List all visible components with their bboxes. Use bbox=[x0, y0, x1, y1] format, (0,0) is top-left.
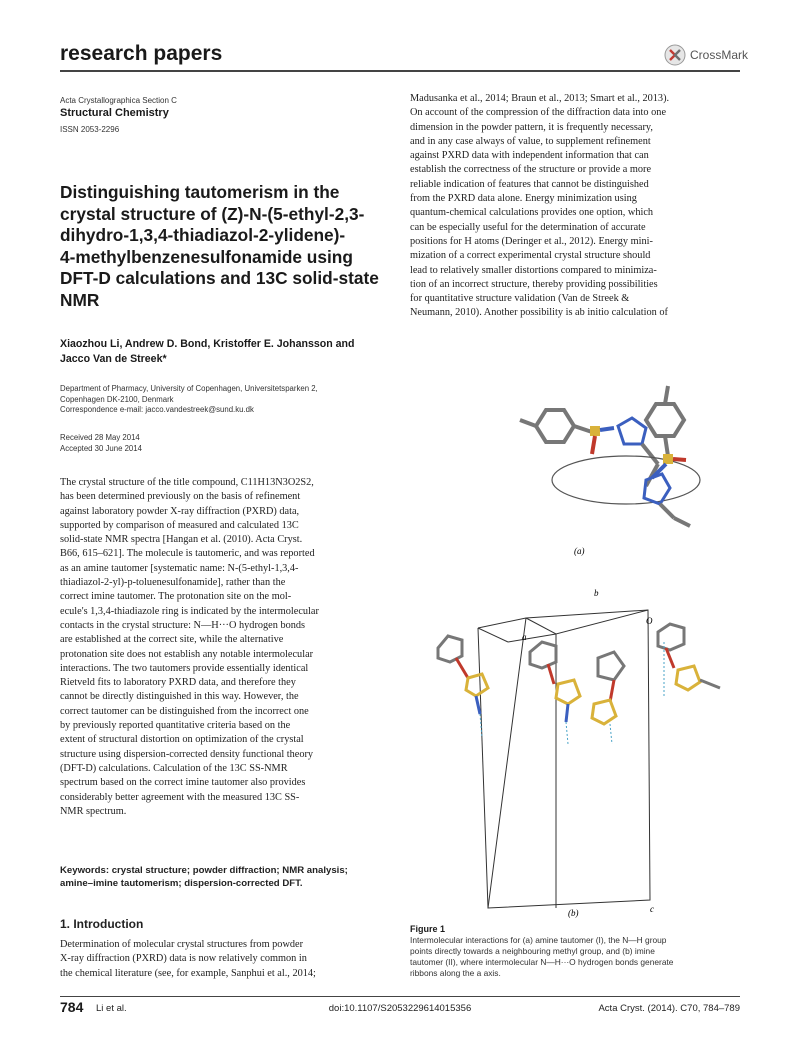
title-line: Distinguishing tautomerism in the bbox=[60, 182, 340, 202]
abstract-line: NMR spectrum. bbox=[60, 805, 127, 817]
body-line: tion of an incorrect structure, thereby providing possibilities bbox=[410, 278, 658, 290]
abstract-line: considerably better agreement with the measured 13C SS- bbox=[60, 791, 300, 803]
molecule-amine-left bbox=[520, 410, 658, 486]
author-list bbox=[60, 337, 390, 367]
affiliation-line: Copenhagen DK-2100, Denmark bbox=[60, 394, 174, 404]
body-line: On account of the compression of the diffraction data into one bbox=[410, 107, 667, 119]
body-line: dimension in the powder pattern, it is frequently necessary, bbox=[410, 121, 653, 133]
body-line: lead to relatively smaller distortions compared to minimiza- bbox=[410, 264, 657, 276]
journal-issn: ISSN 2053-2296 bbox=[60, 125, 120, 134]
accepted-date: Accepted 30 June 2014 bbox=[60, 443, 142, 453]
footer-citation: Acta Cryst. (2014). C70, 784–789 bbox=[598, 1003, 740, 1014]
figure-1a bbox=[518, 368, 708, 556]
abstract-line: against laboratory powder X-ray diffraction (PXRD) data, bbox=[60, 505, 300, 517]
body-line: positions for H atoms (Deringer et al., 2012). Energy mini- bbox=[410, 235, 653, 247]
figure-caption-title: Figure 1 bbox=[410, 924, 446, 934]
unit-cell-box bbox=[478, 610, 650, 908]
abstract-line: correct tautomer can be distinguished from the incorrect one bbox=[60, 705, 309, 717]
journal-section: Structural Chemistry bbox=[60, 107, 169, 119]
correspondence-email[interactable]: Correspondence e-mail: jacco.vandestreek@sund.ku.dk bbox=[60, 405, 254, 414]
title-line: 4-methylbenzenesulfonamide using bbox=[60, 246, 353, 267]
body-text-right bbox=[410, 92, 741, 321]
body-line: quantum-chemical calculations provides one option, which bbox=[410, 207, 654, 219]
interaction-ellipse bbox=[552, 456, 700, 504]
body-line: can be especially useful for the determination of accurate bbox=[410, 221, 646, 233]
axis-label-b: b bbox=[594, 588, 599, 598]
abstract-line: interactions. The two tautomers provide essentially identical bbox=[60, 662, 309, 674]
hydrogen-bond-lines bbox=[480, 642, 664, 744]
abstract-line: by previously reported quantitative criteria based on the bbox=[60, 720, 291, 732]
body-line: for quantitative structure validation (Van de Streek & bbox=[410, 293, 630, 305]
figure-caption bbox=[410, 924, 741, 979]
section-heading-introduction: 1. Introduction bbox=[60, 917, 144, 931]
title-line: DFT-D calculations and 13C solid-state bbox=[60, 268, 379, 288]
abstract-line: spectrum based on the correct imine tautomer also provides bbox=[60, 777, 306, 789]
intro-line: the chemical literature (see, for example, Sanphui et al., 2014; bbox=[60, 967, 316, 979]
abstract-line: Rietveld fits to laboratory PXRD data, and therefore they bbox=[60, 677, 296, 689]
caption-line: Intermolecular interactions for (a) amine tautomer (I), the N—H group bbox=[410, 935, 667, 945]
author-line: Xiaozhou Li, Andrew D. Bond, Kristoffer E. Johansson and bbox=[60, 338, 355, 350]
abstract-line: extent of structural distortion on optimization of the crystal bbox=[60, 734, 304, 746]
author-line: Jacco Van de Streek* bbox=[60, 353, 167, 365]
abstract-line: ecule's 1,3,4-thiadiazole ring is indicated by the intermolecular bbox=[60, 605, 319, 617]
figure-label-a: (a) bbox=[574, 546, 585, 556]
header-rule bbox=[60, 70, 740, 72]
footer-authors: Li et al. bbox=[96, 1003, 127, 1014]
body-line: from the PXRD data alone. Energy minimization using bbox=[410, 193, 637, 205]
figure-label-b: (b) bbox=[568, 908, 579, 918]
figure-1b bbox=[418, 588, 738, 918]
body-line: Neumann, 2010). Another possibility is ab initio calculation of bbox=[410, 307, 668, 319]
caption-line: ribbons along the a axis. bbox=[410, 968, 501, 978]
intro-line: Determination of molecular crystal structures from powder bbox=[60, 939, 304, 950]
body-line: reliable indication of features that cannot be distinguished bbox=[410, 178, 649, 190]
intro-line: X-ray diffraction (PXRD) data is now relatively common in bbox=[60, 953, 307, 965]
received-date: Received 28 May 2014 bbox=[60, 433, 140, 442]
journal-name: Acta Crystallographica Section C bbox=[60, 96, 177, 105]
abstract-line: supported by comparison of measured and calculated 13C bbox=[60, 519, 299, 531]
crossmark-badge[interactable] bbox=[664, 44, 748, 66]
abstract-line: has been determined previously on the basis of refinement bbox=[60, 491, 301, 503]
abstract-line: protonation site does not establish any notable intermolecular bbox=[60, 648, 314, 660]
keywords-line: Keywords: crystal structure; powder diffraction; NMR analysis; bbox=[60, 865, 348, 876]
abstract-line: The crystal structure of the title compound, C11H13N3O2S2, bbox=[60, 477, 314, 488]
affiliation bbox=[60, 384, 390, 416]
body-line: establish the correctness of the structure or provide a more bbox=[410, 164, 652, 176]
abstract-line: B66, 615–621]. The molecule is tautomeric, and was reported bbox=[60, 548, 315, 560]
body-line: mization of a correct experimental crystal structure should bbox=[410, 250, 651, 262]
abstract-line: contacts in the crystal structure: N—H···O hydrogen bonds bbox=[60, 619, 306, 631]
page-number: 784 bbox=[60, 999, 84, 1015]
journal-info bbox=[60, 95, 177, 135]
abstract-line: cannot be directly distinguished in this way. However, the bbox=[60, 691, 299, 703]
keywords-line: amine–imine tautomerism; dispersion-corrected DFT. bbox=[60, 878, 303, 889]
abstract bbox=[60, 476, 390, 819]
title-line: crystal structure of (Z)-N-(5-ethyl-2,3- bbox=[60, 203, 365, 224]
body-line: Madusanka et al., 2014; Braun et al., 2013; Smart et al., 2013). bbox=[410, 93, 670, 104]
crossmark-label: CrossMark bbox=[690, 48, 749, 62]
origin-label: O bbox=[646, 616, 653, 626]
axis-label-a: a bbox=[522, 632, 527, 642]
introduction-text bbox=[60, 938, 390, 981]
footer-doi[interactable]: doi:10.1107/S2053229614015356 bbox=[328, 1003, 472, 1014]
paper-title bbox=[60, 182, 390, 311]
abstract-line: are established at the correct site, while the alternative bbox=[60, 634, 284, 646]
section-header: research papers bbox=[60, 42, 223, 65]
body-line: against PXRD data with independent information that can bbox=[410, 150, 649, 162]
axis-label-c: c bbox=[650, 904, 654, 914]
affiliation-line: Department of Pharmacy, University of Copenhagen, Universitetsparken 2, bbox=[60, 384, 318, 393]
article-dates bbox=[60, 433, 142, 454]
title-line: dihydro-1,3,4-thiadiazol-2-ylidene)- bbox=[60, 225, 346, 245]
keywords bbox=[60, 864, 390, 890]
crossmark-icon bbox=[664, 44, 686, 66]
footer-rule bbox=[60, 996, 740, 997]
abstract-line: structure using dispersion-corrected density functional theory bbox=[60, 748, 314, 760]
body-line: and in any case always of value, to supplement refinement bbox=[410, 135, 651, 147]
abstract-line: (DFT-D) calculations. Calculation of the 13C SS-NMR bbox=[60, 762, 288, 774]
molecule-ribbons bbox=[438, 624, 720, 724]
title-line: NMR bbox=[60, 289, 100, 310]
abstract-line: as an amine tautomer [systematic name: N-(5-ethyl-1,3,4- bbox=[60, 562, 299, 574]
caption-line: points directly towards a neighbouring methyl group, and (b) imine bbox=[410, 946, 655, 956]
caption-line: tautomer (II), where intermolecular N—H···O hydrogen bonds generate bbox=[410, 957, 674, 967]
abstract-line: thiadiazol-2-yl)-p-toluenesulfonamide], rather than the bbox=[60, 577, 286, 589]
abstract-line: correct imine tautomer. The protonation site on the mol- bbox=[60, 591, 292, 603]
abstract-line: solid-state NMR spectra [Hangan et al. (2010). Acta Cryst. bbox=[60, 534, 303, 546]
